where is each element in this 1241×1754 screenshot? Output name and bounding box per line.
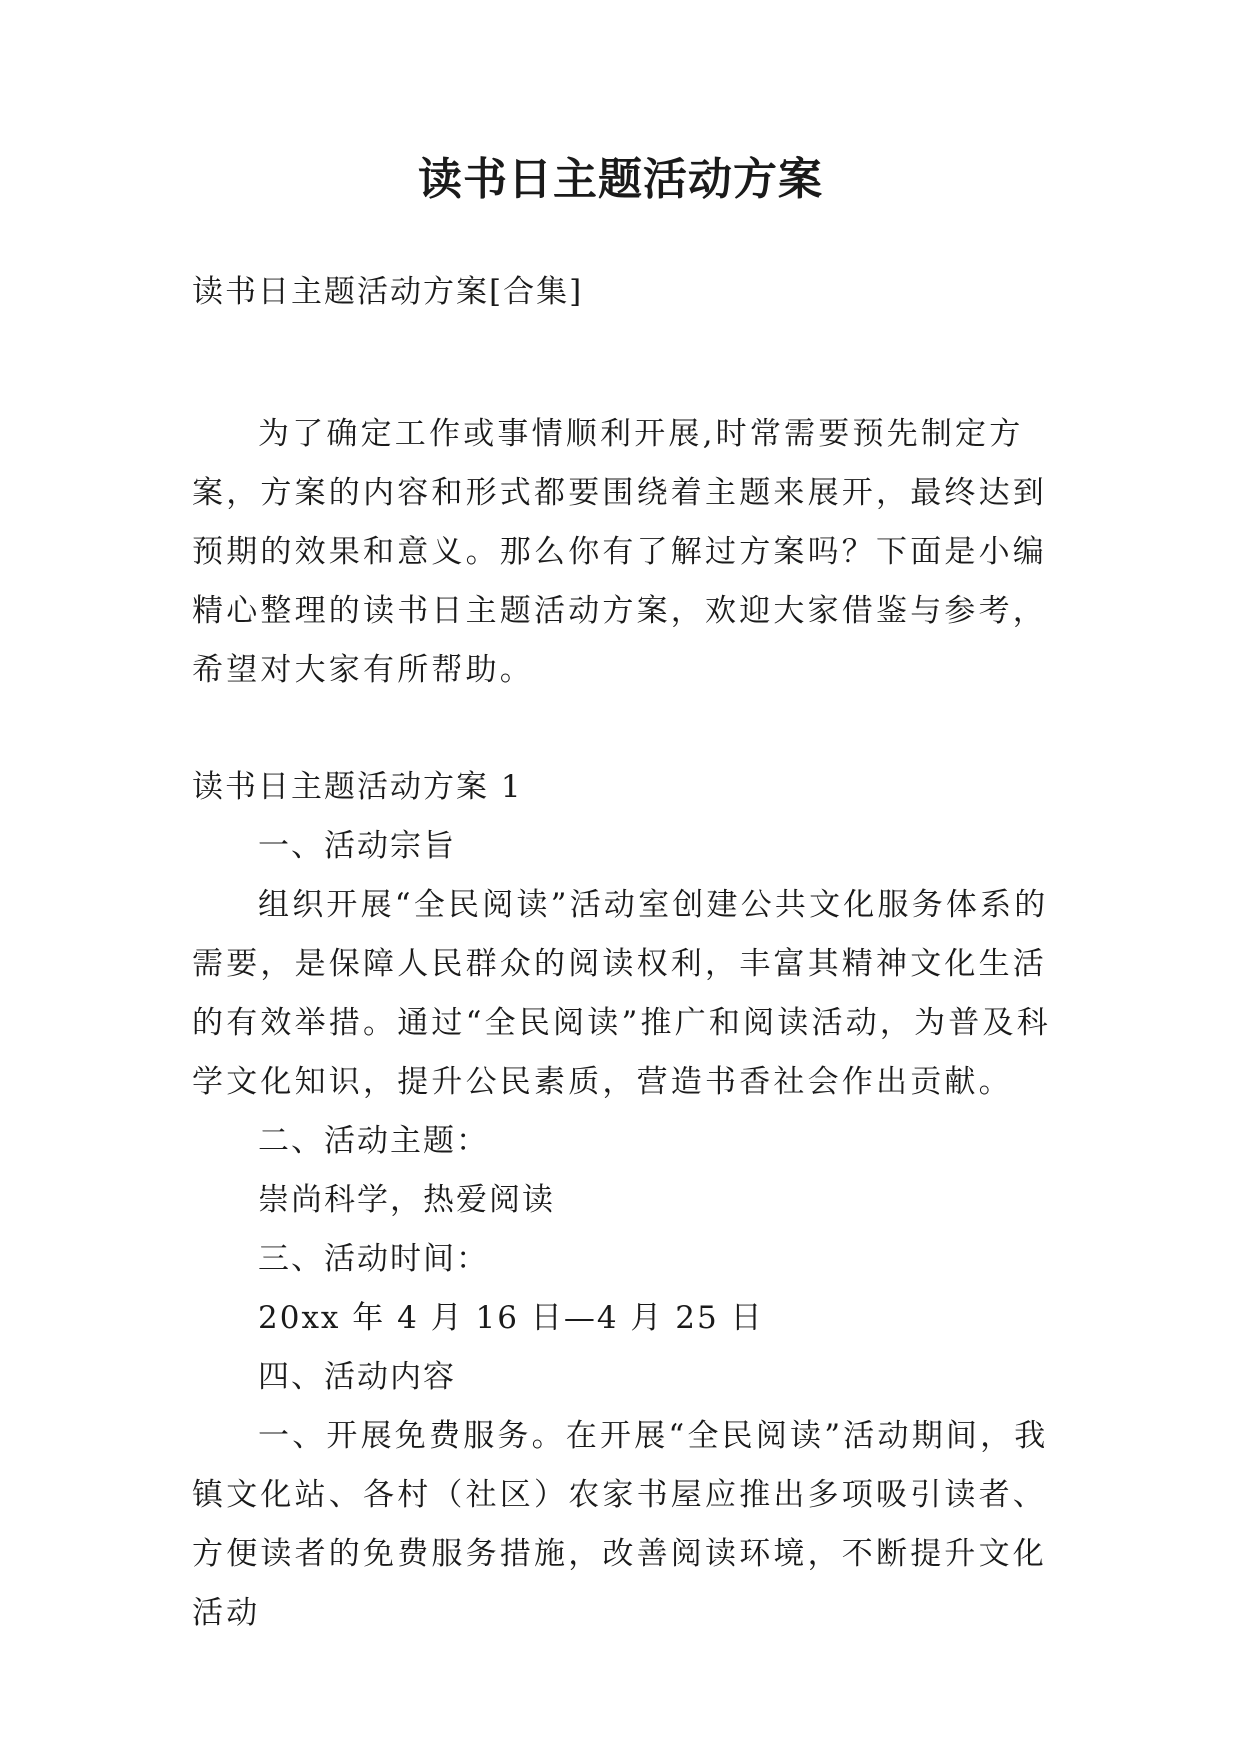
intro-paragraph: 为了确定工作或事情顺利开展,时常需要预先制定方案，方案的内容和形式都要围绕着主题来展开，最终达到预期的效果和意义。那么你有了解过方案吗？下面是小编精心整理的读书日主题活动方案，欢迎大家借鉴与参考，希望对大家有所帮助。: [192, 416, 1047, 688]
content-heading: 四、活动内容: [258, 1359, 456, 1395]
document-title: 读书日主题活动方案: [418, 154, 823, 205]
time-heading: 三、活动时间：: [258, 1241, 489, 1277]
content-paragraph: 一、开展免费服务。在开展“全民阅读”活动期间，我镇文化站、各村（社区）农家书屋应推出多项吸引读者、方便读者的免费服务措施，改善阅读环境，不断提升文化活动: [192, 1418, 1049, 1631]
theme-text: 崇尚科学，热爱阅读: [258, 1182, 555, 1218]
theme-heading: 二、活动主题：: [258, 1123, 489, 1159]
plan-1-section: [192, 758, 1052, 1643]
purpose-heading: 一、活动宗旨: [258, 828, 456, 864]
purpose-paragraph: 组织开展“全民阅读”活动室创建公共文化服务体系的需要，是保障人民群众的阅读权利，丰富其精神文化生活的有效举措。通过“全民阅读”推广和阅读活动，为普及科学文化知识，提升公民素质，营造书香社会作出贡献。: [192, 887, 1051, 1100]
document-subtitle: 读书日主题活动方案[合集]: [192, 274, 584, 310]
time-text: 20xx 年 4 月 16 日—4 月 25 日: [258, 1300, 764, 1336]
plan-1-heading: 读书日主题活动方案 1: [192, 769, 523, 805]
